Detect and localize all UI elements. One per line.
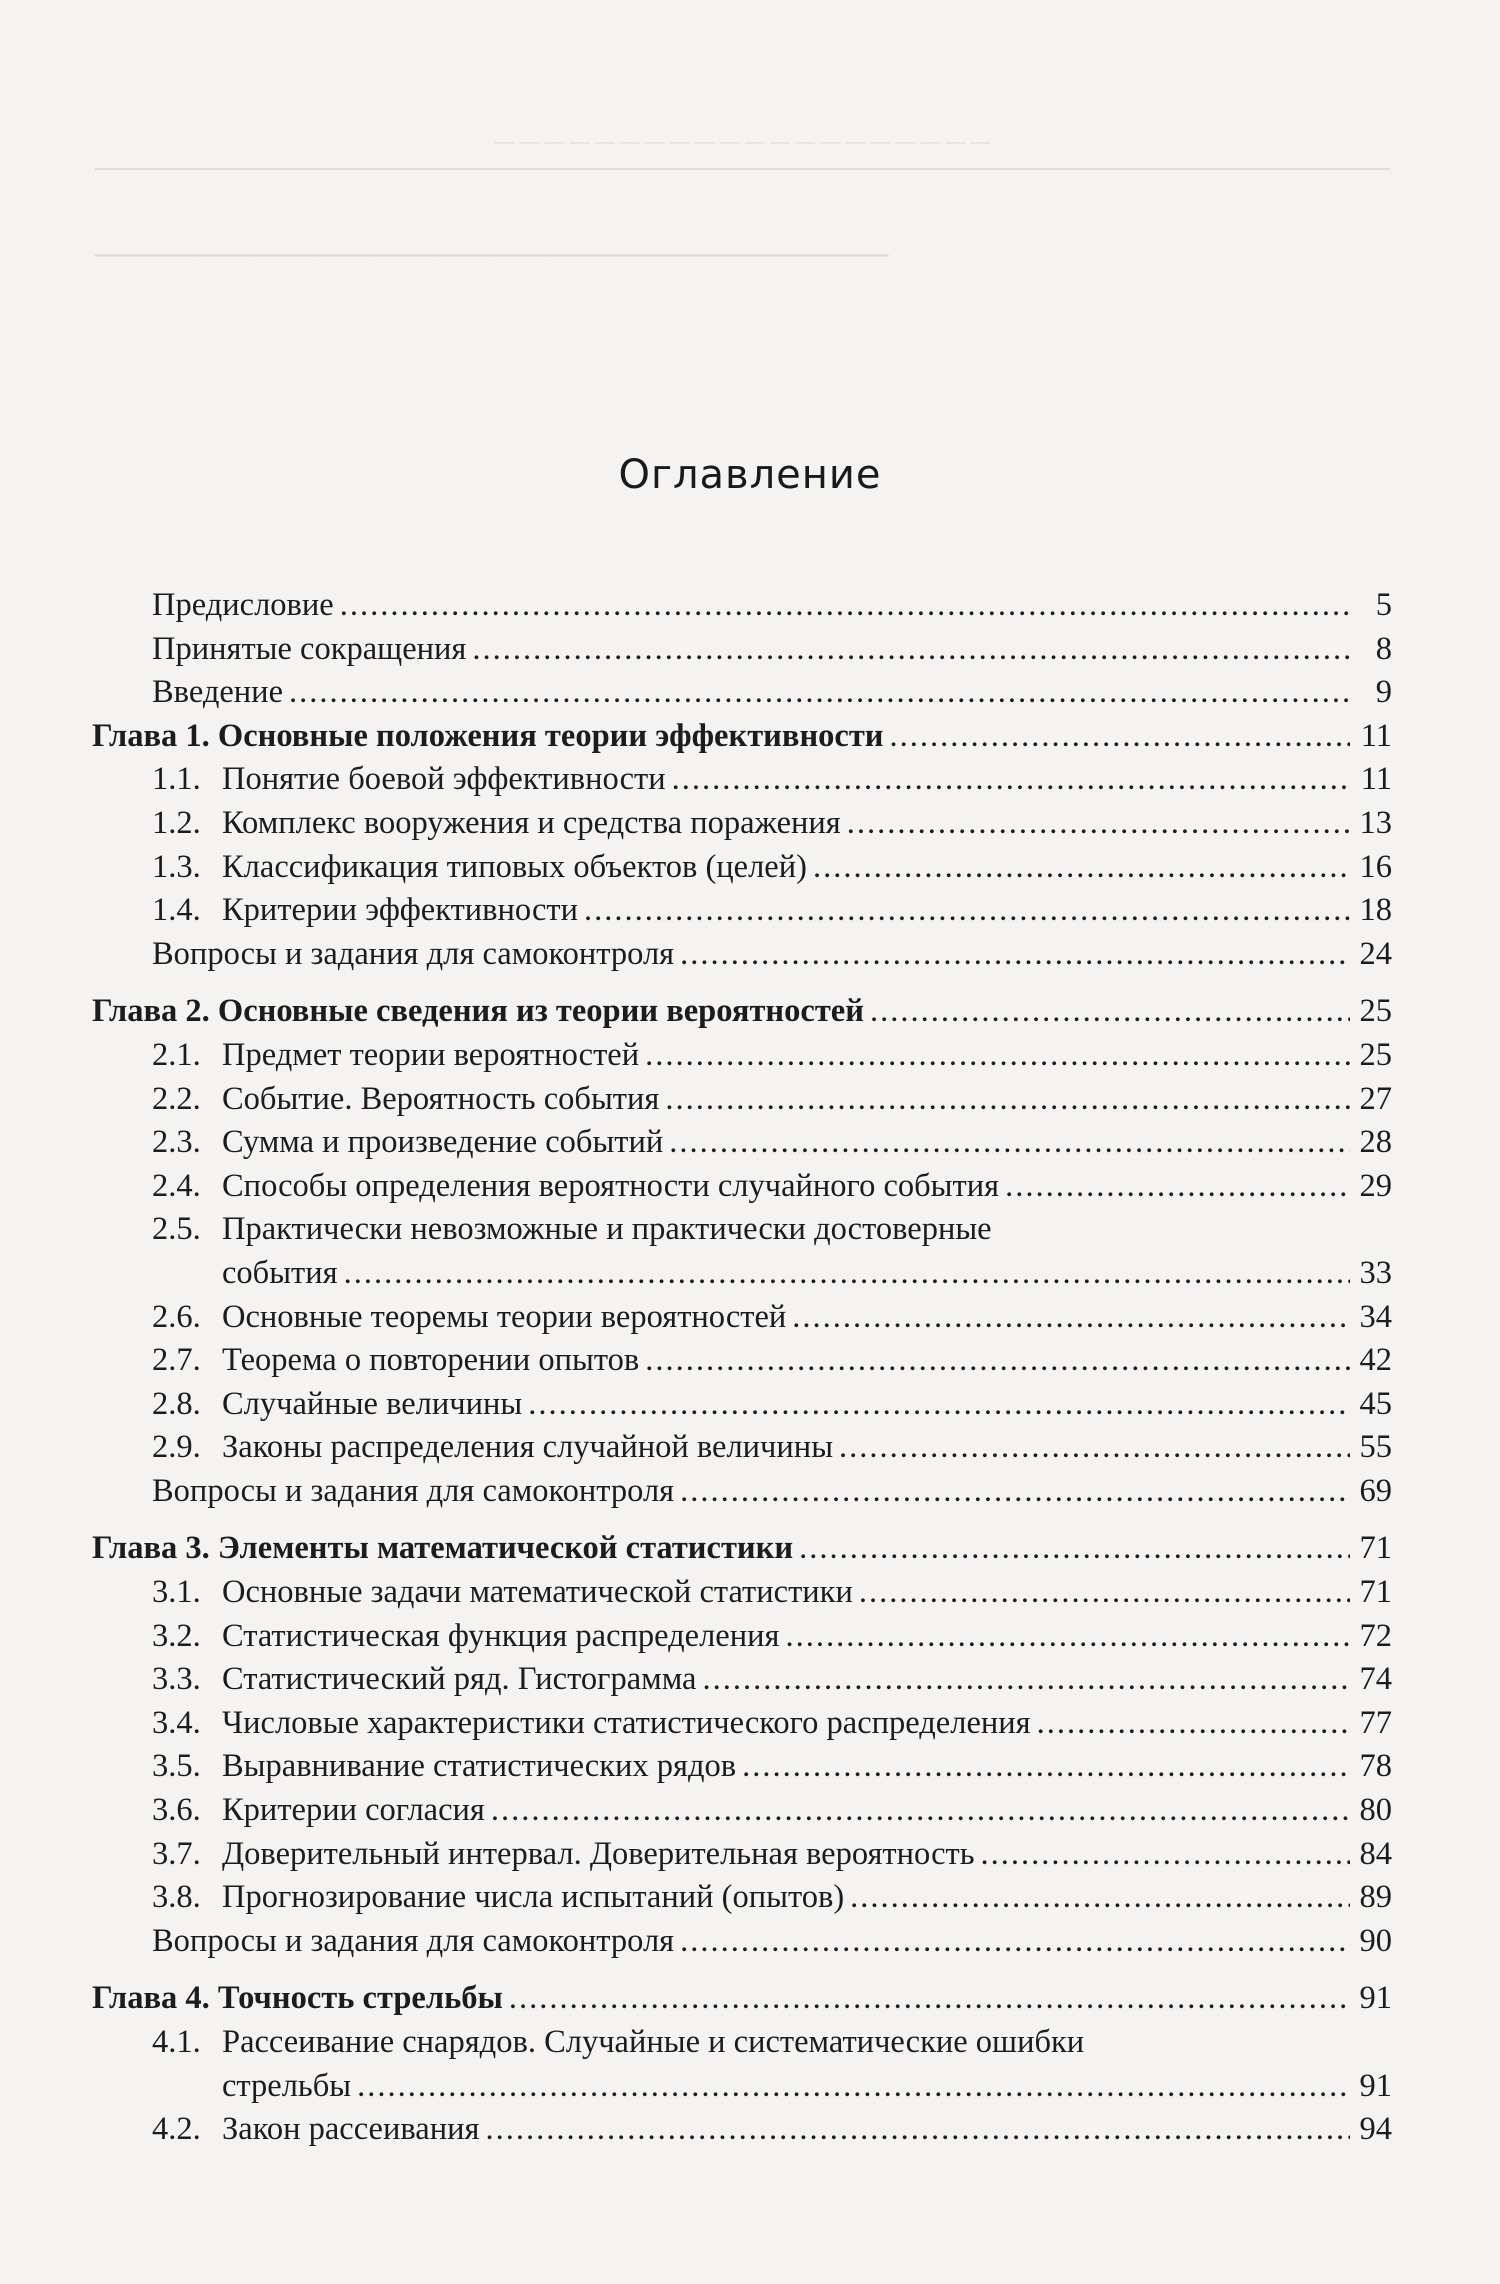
toc-entry[interactable] (92, 758, 1392, 802)
toc-chapter-title: Глава 2. Основные сведения из теории вероятностей (92, 993, 864, 1030)
section-number: 2.2. (152, 1080, 201, 1117)
section-number: 1.2. (152, 804, 201, 841)
dot-leader (672, 758, 1350, 802)
toc-entry-title: Вопросы и задания для самоконтроля (152, 1922, 675, 1959)
toc-entry-title: Критерии согласия (222, 1792, 485, 1829)
section-number: 3.6. (152, 1792, 201, 1829)
bleed-through-header: — — — — — — — — — — — — — — — — — — — — (494, 128, 991, 153)
toc-entry-title: Сумма и произведение событий (222, 1124, 664, 1161)
dot-leader (344, 1252, 1350, 1296)
toc-page-number: 34 (1359, 1298, 1392, 1335)
dot-leader (890, 715, 1350, 759)
section-number: 2.7. (152, 1342, 201, 1379)
toc-entry[interactable] (92, 1078, 1392, 1122)
dot-leader (669, 1121, 1350, 1165)
toc-entry-title: Законы распределения случайной величины (222, 1429, 834, 1466)
toc-entry[interactable] (92, 1121, 1392, 1165)
toc-chapter[interactable] (92, 990, 1392, 1034)
toc-page-number: 11 (1360, 761, 1392, 798)
dot-leader (1005, 1165, 1350, 1209)
dot-leader (680, 933, 1350, 977)
toc-page-number: 72 (1359, 1617, 1392, 1654)
toc-page-number: 71 (1359, 1574, 1392, 1611)
toc-entry-title-line1: Практически невозможные и практически достоверные (222, 1211, 992, 1248)
toc-entry[interactable] (92, 1034, 1392, 1078)
section-number: 2.9. (152, 1429, 201, 1466)
dot-leader (289, 671, 1350, 715)
toc-entry-title: Доверительный интервал. Доверительная вероятность (222, 1835, 975, 1872)
section-number: 3.3. (152, 1661, 201, 1698)
bleed-through-text: ​──────────────────────────────────────── (95, 240, 889, 271)
dot-leader (785, 1615, 1350, 1659)
section-number: 1.4. (152, 892, 201, 929)
toc-entry-multiline[interactable] (92, 1208, 1392, 1295)
dot-leader (792, 1296, 1350, 1340)
toc-entry-title-line1: Рассеивание снарядов. Случайные и систематические ошибки (222, 2024, 1085, 2060)
section-number: 3.5. (152, 1748, 201, 1785)
dot-leader (702, 1658, 1350, 1702)
toc-entry[interactable] (92, 1571, 1392, 1615)
toc-entry[interactable] (92, 628, 1392, 672)
dot-leader (839, 1426, 1350, 1470)
toc-entry-title: Закон рассеивания (222, 2111, 480, 2148)
toc-entry[interactable] (92, 1296, 1392, 1340)
section-number: 2.4. (152, 1167, 201, 1204)
dot-leader (340, 584, 1350, 628)
section-number: 2.8. (152, 1385, 201, 1422)
toc-entry-title: Основные теоремы теории вероятностей (222, 1298, 787, 1335)
toc-page-number: 5 (1375, 587, 1392, 623)
dot-leader (850, 1876, 1350, 1920)
toc-chapter-title: Глава 3. Элементы математической статистики (92, 1530, 794, 1567)
toc-entry-title: Предисловие (152, 587, 334, 623)
toc-page-number: 55 (1359, 1429, 1392, 1466)
toc-entry-title: Теорема о повторении опытов (222, 1342, 640, 1379)
toc-page-number: 18 (1359, 892, 1392, 929)
toc-page-number: 74 (1359, 1661, 1392, 1698)
toc-entry-multiline[interactable] (92, 2021, 1392, 2108)
section-number: 4.2. (152, 2111, 201, 2148)
toc-chapter[interactable] (92, 715, 1392, 759)
toc-page-number: 28 (1359, 1124, 1392, 1161)
toc-entry[interactable] (92, 584, 1392, 628)
dot-leader (584, 889, 1350, 933)
section-number: 2.3. (152, 1124, 201, 1161)
toc-chapter[interactable] (92, 1977, 1392, 2021)
section-number: 4.1. (152, 2024, 201, 2060)
toc-entry-title: Статистическая функция распределения (222, 1617, 780, 1654)
toc-entry-title: Прогнозирование числа испытаний (опытов) (222, 1879, 845, 1916)
dot-leader (357, 2065, 1350, 2109)
toc-entry[interactable] (92, 889, 1392, 933)
section-number: 3.2. (152, 1617, 201, 1654)
toc-entry[interactable] (92, 1920, 1392, 1964)
toc-entry[interactable] (92, 671, 1392, 715)
toc-page-number: 42 (1359, 1342, 1392, 1379)
section-number: 3.1. (152, 1574, 201, 1611)
toc-entry-title: Статистический ряд. Гистограмма (222, 1661, 697, 1698)
toc-page-number: 77 (1359, 1704, 1392, 1741)
toc-page-number: 91 (1359, 1980, 1392, 2017)
toc-page-number: 78 (1359, 1748, 1392, 1785)
dot-leader (680, 1470, 1350, 1514)
dot-leader (799, 1527, 1350, 1571)
toc-page-number: 9 (1375, 674, 1392, 711)
toc-entry[interactable] (92, 933, 1392, 977)
toc-page-number: 89 (1359, 1879, 1392, 1916)
toc-page-number: 25 (1359, 1036, 1392, 1073)
dot-leader (491, 1789, 1350, 1833)
toc-page-number: 80 (1359, 1792, 1392, 1829)
toc-page-number: 69 (1359, 1472, 1392, 1509)
dot-leader (680, 1920, 1350, 1964)
toc-entry-title-line2: события (222, 1254, 338, 1291)
section-number: 3.8. (152, 1879, 201, 1916)
toc-entry[interactable] (92, 1339, 1392, 1383)
toc-page-number: 8 (1375, 630, 1392, 667)
toc-chapter[interactable] (92, 1527, 1392, 1571)
toc-entry-title: Комплекс вооружения и средства поражения (222, 804, 841, 841)
toc-page-number: 29 (1359, 1167, 1392, 1204)
toc-page-number: 90 (1359, 1922, 1392, 1959)
dot-leader (1037, 1702, 1350, 1746)
toc-entry-title: Предмет теории вероятностей (222, 1036, 640, 1073)
toc-page-number: 33 (1359, 1254, 1392, 1291)
toc-entry-title: Введение (152, 674, 283, 711)
dot-leader (665, 1078, 1350, 1122)
toc-entry[interactable] (92, 1702, 1392, 1746)
toc-page-number: 45 (1359, 1385, 1392, 1422)
toc-entry-title: Классификация типовых объектов (целей) (222, 848, 807, 885)
dot-leader (981, 1833, 1350, 1877)
dot-leader (742, 1745, 1350, 1789)
toc-entry[interactable] (92, 1426, 1392, 1470)
toc-entry-title: Вопросы и задания для самоконтроля (152, 935, 675, 972)
toc-entry-title: Критерии эффективности (222, 892, 578, 929)
toc-entry[interactable] (92, 1383, 1392, 1427)
toc-chapter-title: Глава 4. Точность стрельбы (92, 1980, 503, 2017)
dot-leader (645, 1034, 1350, 1078)
toc-page-number: 84 (1359, 1835, 1392, 1872)
toc-entry[interactable] (92, 1165, 1392, 1209)
toc-page-number: 27 (1359, 1080, 1392, 1117)
toc-entry-title: Способы определения вероятности случайного события (222, 1167, 1000, 1204)
toc-entry[interactable] (92, 802, 1392, 846)
toc-page-number: 25 (1359, 993, 1392, 1030)
toc-page-number: 94 (1359, 2111, 1392, 2148)
section-number: 2.1. (152, 1036, 201, 1073)
toc-entry-title: Понятие боевой эффективности (222, 761, 666, 798)
toc-page-number: 91 (1359, 2067, 1392, 2104)
toc-entry[interactable] (92, 1658, 1392, 1702)
dot-leader (509, 1977, 1350, 2021)
toc-entry-title: Событие. Вероятность события (222, 1080, 660, 1117)
toc-entry-title: Случайные величины (222, 1385, 523, 1422)
section-number: 1.1. (152, 761, 201, 798)
dot-leader (870, 990, 1350, 1034)
toc-entry[interactable] (92, 1615, 1392, 1659)
dot-leader (645, 1339, 1350, 1383)
section-number: 2.5. (152, 1211, 201, 1248)
bleed-through-rule (95, 168, 1390, 170)
dot-leader (472, 628, 1350, 672)
section-number: 3.7. (152, 1835, 201, 1872)
toc-entry-title: Числовые характеристики статистического распределения (222, 1704, 1031, 1741)
toc-entry[interactable] (92, 2108, 1392, 2152)
section-number: 3.4. (152, 1704, 201, 1741)
toc-entry-title: Выравнивание статистических рядов (222, 1748, 737, 1785)
dot-leader (859, 1571, 1350, 1615)
toc-entry[interactable] (92, 1876, 1392, 1920)
table-of-contents (92, 584, 1392, 2152)
page-title: Оглавление (618, 452, 882, 498)
toc-entry[interactable] (92, 1745, 1392, 1789)
toc-entry[interactable] (92, 1789, 1392, 1833)
toc-page-number: 71 (1359, 1530, 1392, 1567)
toc-entry-title-line2: стрельбы (222, 2067, 352, 2104)
toc-page-number: 11 (1360, 717, 1392, 754)
toc-chapter-title: Глава 1. Основные положения теории эффективности (92, 717, 884, 754)
toc-entry-title: Вопросы и задания для самоконтроля (152, 1472, 675, 1509)
toc-page-number: 16 (1359, 848, 1392, 885)
toc-page-number: 13 (1359, 804, 1392, 841)
section-number: 1.3. (152, 848, 201, 885)
toc-entry[interactable] (92, 846, 1392, 890)
toc-page-number: 24 (1359, 935, 1392, 972)
dot-leader (847, 802, 1350, 846)
section-number: 2.6. (152, 1298, 201, 1335)
toc-entry[interactable] (92, 1470, 1392, 1514)
dot-leader (813, 846, 1350, 890)
dot-leader (528, 1383, 1350, 1427)
toc-entry-title: Принятые сокращения (152, 630, 467, 667)
toc-entry-title: Основные задачи математической статистики (222, 1574, 853, 1611)
toc-entry[interactable] (92, 1833, 1392, 1877)
dot-leader (485, 2108, 1350, 2152)
